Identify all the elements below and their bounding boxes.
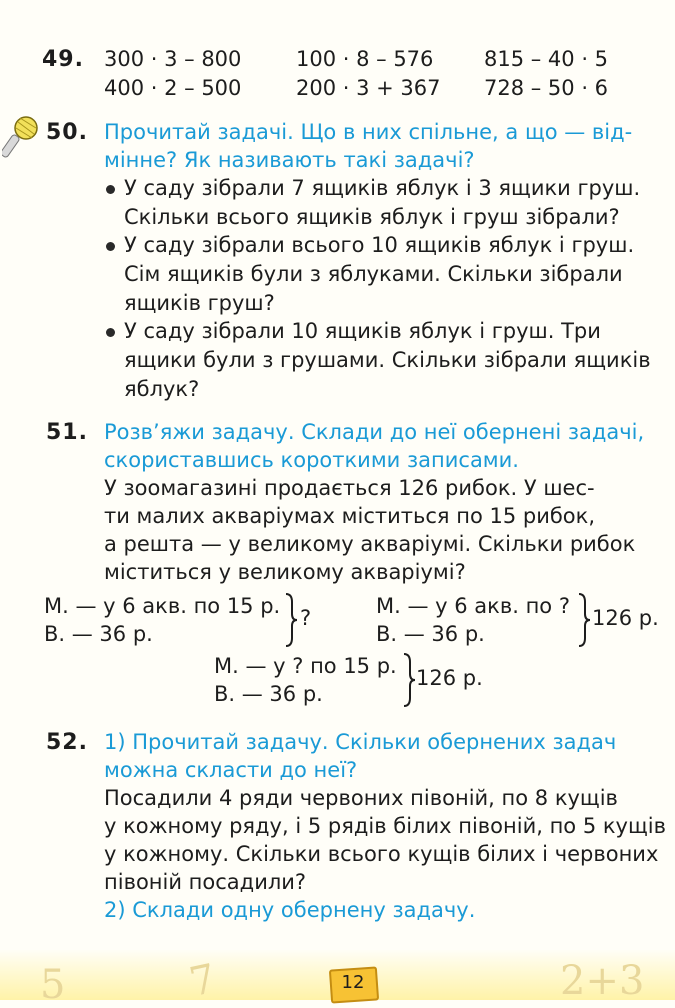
- exercise-51-number: 51.: [46, 420, 88, 445]
- problem-text: У зоомагазині продається 126 рибок. У шес-: [104, 476, 595, 500]
- exercise-51-instruction: Розв’яжи задачу. Склади до неї обернені задачі,: [104, 420, 645, 444]
- problem-text: півоній посадили?: [104, 870, 307, 894]
- page-number: 12: [341, 972, 365, 993]
- problem-text: Сім ящиків були з яблуками. Скільки зібрали: [124, 262, 623, 286]
- exercise-52-number: 52.: [46, 730, 88, 755]
- exercise-51-instruction: скориставшись короткими записами.: [104, 448, 519, 472]
- problem-text: ящиків груш?: [124, 291, 275, 315]
- short-note-m: М. — у ? по 15 р.: [214, 654, 397, 678]
- exercise-49-number: 49.: [42, 47, 84, 72]
- exercise-50-number: 50.: [46, 120, 88, 145]
- short-note-v: В. — 36 р.: [214, 682, 323, 706]
- digit-decoration: 7: [185, 955, 220, 1007]
- short-note-m: М. — у 6 акв. по 15 р.: [44, 594, 281, 618]
- problem-text: ящики були з грушами. Скільки зібрали ящиків: [124, 348, 651, 372]
- digit-decoration: 5: [40, 962, 66, 1008]
- expression: 200 · 3 + 367: [296, 76, 441, 100]
- problem-text: яблук?: [124, 377, 200, 401]
- exercise-52-instruction: 1) Прочитай задачу. Скільки обернених задач: [104, 730, 617, 754]
- bullet-dot: [106, 185, 115, 194]
- problem-text: а решта — у великому акваріумі. Скільки рибок: [104, 532, 636, 556]
- problem-text: ти малих акваріумах міститься по 15 рибок,: [104, 504, 595, 528]
- digit-decoration: 2+3: [560, 958, 645, 1004]
- problem-text: міститься у великому акваріумі?: [104, 560, 466, 584]
- curly-brace: [577, 592, 591, 648]
- short-note-result: 126 р.: [416, 666, 483, 690]
- exercise-50-instruction: Прочитай задачі. Що в них спільне, а що — від-: [104, 120, 633, 144]
- curly-brace: [402, 652, 416, 708]
- problem-text: У саду зібрали 10 ящиків яблук і груш. Три: [124, 319, 601, 343]
- problem-text: у кожному ряду, і 5 рядів білих півоній, по 5 кущів: [104, 814, 666, 838]
- exercise-50-instruction: мінне? Як називають такі задачі?: [104, 148, 475, 172]
- curly-brace: [284, 592, 298, 648]
- expression: 728 – 50 · 6: [484, 76, 609, 100]
- microphone-icon: [2, 112, 46, 160]
- problem-text: У саду зібрали 7 ящиків яблук і 3 ящики груш.: [124, 176, 641, 200]
- short-note-result: ?: [300, 606, 312, 630]
- bullet-dot: [106, 242, 115, 251]
- exercise-52-instruction-2: 2) Склади одну обернену задачу.: [104, 898, 476, 922]
- expression: 300 · 3 – 800: [104, 47, 242, 71]
- short-note-result: 126 р.: [592, 606, 659, 630]
- short-note-m: М. — у 6 акв. по ?: [376, 594, 570, 618]
- problem-text: Скільки всього ящиків яблук і груш зібрали?: [124, 205, 620, 229]
- problem-text: у кожному. Скільки всього кущів білих і червоних: [104, 842, 659, 866]
- expression: 100 · 8 – 576: [296, 47, 434, 71]
- bullet-dot: [106, 328, 115, 337]
- expression: 400 · 2 – 500: [104, 76, 242, 100]
- short-note-v: В. — 36 р.: [44, 622, 153, 646]
- exercise-52-instruction: можна скласти до неї?: [104, 758, 358, 782]
- problem-text: Посадили 4 ряди червоних півоній, по 8 кущів: [104, 786, 618, 810]
- expression: 815 – 40 · 5: [484, 47, 609, 71]
- problem-text: У саду зібрали всього 10 ящиків яблук і груш.: [124, 233, 635, 257]
- short-note-v: В. — 36 р.: [376, 622, 485, 646]
